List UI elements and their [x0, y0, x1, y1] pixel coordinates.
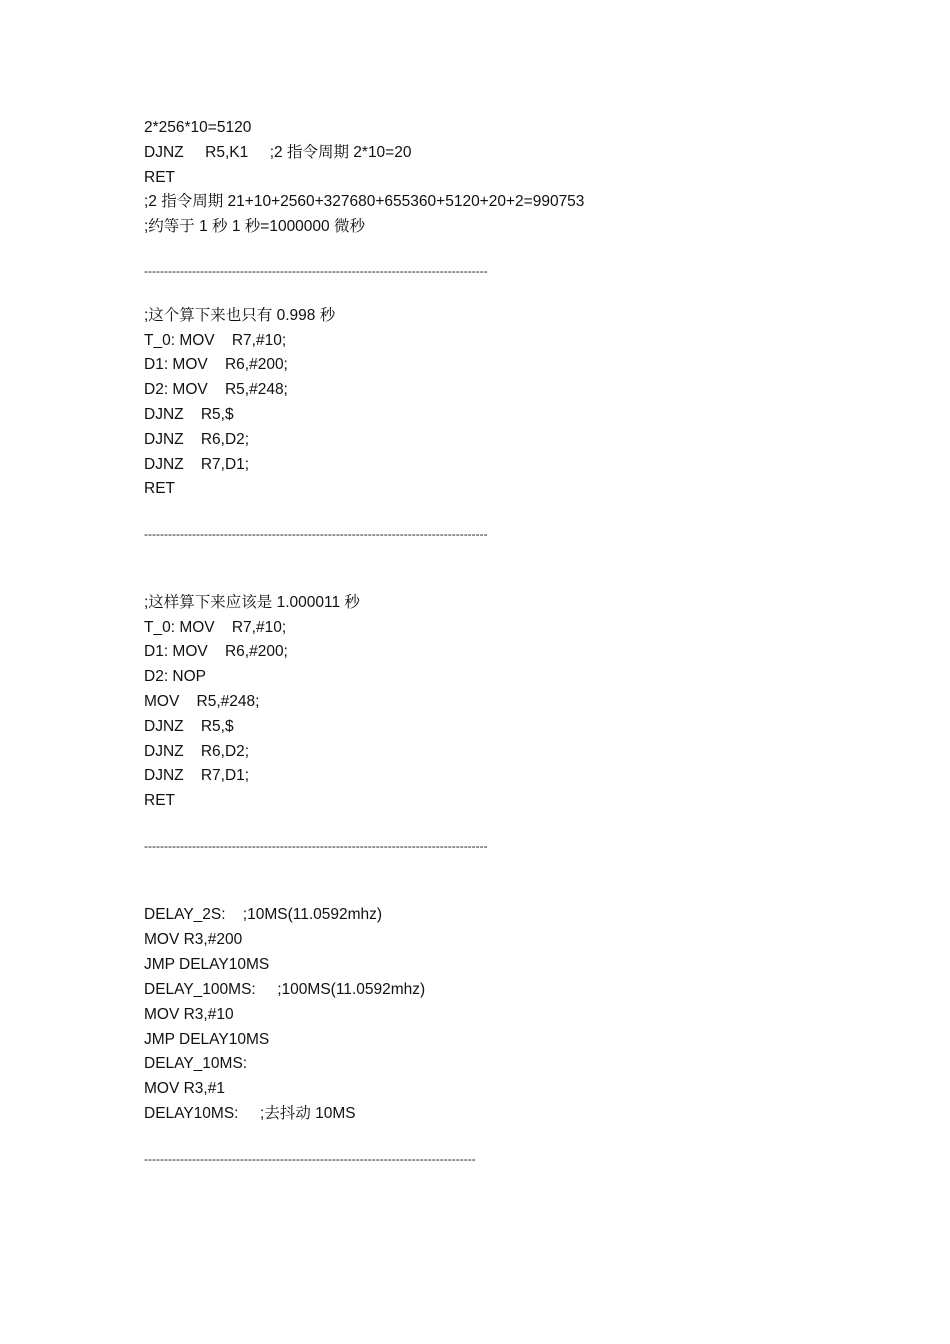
code-line: MOV R3,#10: [144, 1006, 234, 1023]
code-line: 2*256*10=5120: [144, 119, 252, 136]
code-line: D2: MOV R5,#248;: [144, 381, 288, 398]
code-line: MOV R3,#1: [144, 1080, 225, 1097]
code-line: JMP DELAY10MS: [144, 1031, 270, 1048]
code-line: T_0: MOV R7,#10;: [144, 619, 287, 636]
code-line: DJNZ R5,K1 ;2 指令周期 2*10=20: [144, 144, 412, 161]
code-line: MOV R3,#200: [144, 931, 243, 948]
separator-line: --------------------------------------------------------------------------------------: [144, 839, 488, 853]
comment-line: ;2 指令周期 21+10+2560+327680+655360+5120+20+2=990753: [144, 193, 585, 210]
code-line: D1: MOV R6,#200;: [144, 356, 288, 373]
code-line: DELAY10MS: ;去抖动 10MS: [144, 1105, 356, 1122]
code-line: DJNZ R6,D2;: [144, 431, 250, 448]
code-line: DELAY_10MS:: [144, 1055, 248, 1072]
code-line: D1: MOV R6,#200;: [144, 643, 288, 660]
comment-line: ;约等于 1 秒 1 秒=1000000 微秒: [144, 218, 365, 235]
code-line: DELAY_100MS: ;100MS(11.0592mhz): [144, 981, 426, 998]
separator-line: -----------------------------------------------------------------------------------: [144, 1152, 476, 1166]
code-line: DJNZ R7,D1;: [144, 767, 250, 784]
comment-line: ;这样算下来应该是 1.000011 秒: [144, 594, 360, 611]
code-line: T_0: MOV R7,#10;: [144, 332, 287, 349]
comment-line: ;这个算下来也只有 0.998 秒: [144, 307, 336, 324]
code-line: DJNZ R5,$: [144, 406, 234, 423]
code-line: JMP DELAY10MS: [144, 956, 270, 973]
code-line: RET: [144, 480, 175, 497]
code-line: RET: [144, 792, 175, 809]
code-line: DELAY_2S: ;10MS(11.0592mhz): [144, 906, 383, 923]
code-line: DJNZ R5,$: [144, 718, 234, 735]
separator-line: --------------------------------------------------------------------------------------: [144, 527, 488, 541]
code-line: RET: [144, 169, 175, 186]
code-line: DJNZ R7,D1;: [144, 456, 250, 473]
code-line: MOV R5,#248;: [144, 693, 260, 710]
code-line: D2: NOP: [144, 668, 207, 685]
code-line: DJNZ R6,D2;: [144, 743, 250, 760]
separator-line: --------------------------------------------------------------------------------------: [144, 264, 488, 278]
